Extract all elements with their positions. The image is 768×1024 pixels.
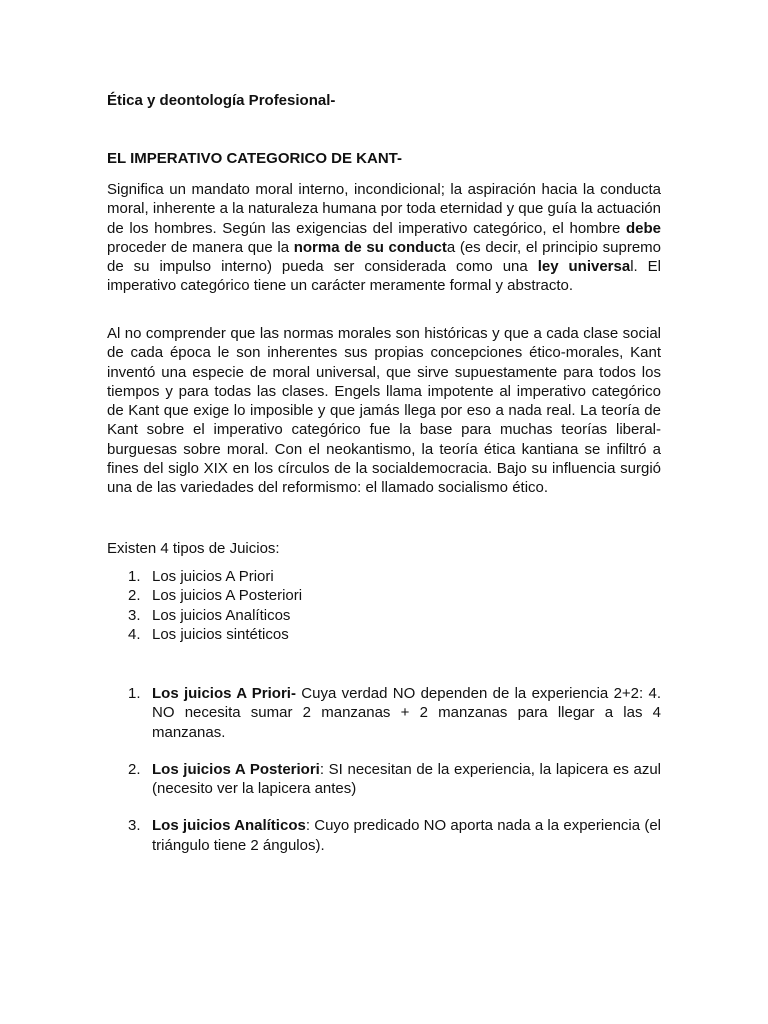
list-number: 1. [128, 685, 141, 702]
list-text: Cuya verdad NO dependen de la experiencia 2+2: 4. NO necesita sumar 2 manzanas + 2 manzanas para llegar a las 4 manzanas. [152, 685, 662, 741]
paragraph-text: Significa un mandato moral interno, incondicional; la aspiración hacia la conducta moral, inherente a la naturaleza humana por toda eternidad y que guía la actuación de los hombres. Según las exigencias del imperativo categórico, el hombre [107, 181, 661, 237]
list-item [107, 625, 661, 644]
bold-norma: norma de su conduct [293, 238, 447, 256]
list-bold-term: Los juicios A Posteriori [152, 760, 320, 778]
list-number: 2. [128, 587, 141, 605]
list-body [152, 760, 661, 799]
bold-ley-universal: ley universa [537, 258, 631, 276]
paragraph-text: a (es decir, el principio supremo de su impulso interno) pueda ser considerada como una [107, 238, 662, 276]
list-text: Los juicios A Posteriori [152, 587, 303, 605]
list-number: 2. [128, 760, 141, 778]
list-item [107, 586, 661, 605]
juicios-list [107, 567, 661, 644]
list-item [107, 684, 661, 742]
paragraph-imperativo [107, 180, 661, 296]
list-text: Los juicios Analíticos [152, 606, 291, 624]
list-item [107, 606, 661, 625]
list-body [152, 816, 661, 855]
list-bold-term: Los juicios Analíticos [152, 817, 306, 835]
list-text: : Cuyo predicado NO aporta nada a la experiencia (el triángulo tiene 2 ángulos). [152, 817, 662, 854]
list-bold-term: Los juicios A Priori- [152, 685, 296, 702]
paragraph-kant-critica: Al no comprender que las normas morales son históricas y que a cada clase social de cada época le son inherentes sus propias concepciones ético-morales, Kant inventó una especie de moral universal, que sirve supuestamente para todos los tiempos y para todas las clases. Engels llama impotente al imperativo categórico de Kant que exige lo imposible y que jamás llega por eso a nada real. La teoría de Kant sobre el imperativo categórico fue la base para muchas teorías liberal-burguesas sobre moral. Con el neokantismo, la teoría ética kantiana se infiltró a fines del siglo XIX en los círculos de la socialdemocracia. Bajo su influencia surgió una de las variedades del reformismo: el llamado socialismo ético. [107, 325, 661, 497]
document-title: Ética y deontología Profesional- [107, 92, 336, 109]
list-number: 4. [128, 625, 141, 643]
list-item [107, 567, 661, 586]
paragraph-text: proceder de manera que la [107, 238, 294, 256]
list-number: 3. [128, 817, 141, 835]
juicios-detail-list [107, 684, 661, 873]
list-text: Los juicios A Priori [152, 568, 274, 585]
list-item [107, 816, 661, 855]
list-body [152, 684, 661, 742]
paragraph-text: l. El imperativo categórico tiene un carácter meramente formal y abstracto. [107, 258, 661, 295]
list-text: : SI necesitan de la experiencia, la lapicera es azul (necesito ver la lapicera antes) [152, 760, 661, 798]
list-item [107, 760, 661, 799]
section-title: EL IMPERATIVO CATEGORICO DE KANT- [107, 150, 403, 167]
list-number: 3. [128, 606, 141, 624]
list-number: 1. [128, 568, 141, 585]
list-text: Los juicios sintéticos [152, 625, 289, 643]
juicios-intro: Existen 4 tipos de Juicios: [107, 540, 280, 557]
bold-debe: debe [625, 219, 661, 237]
